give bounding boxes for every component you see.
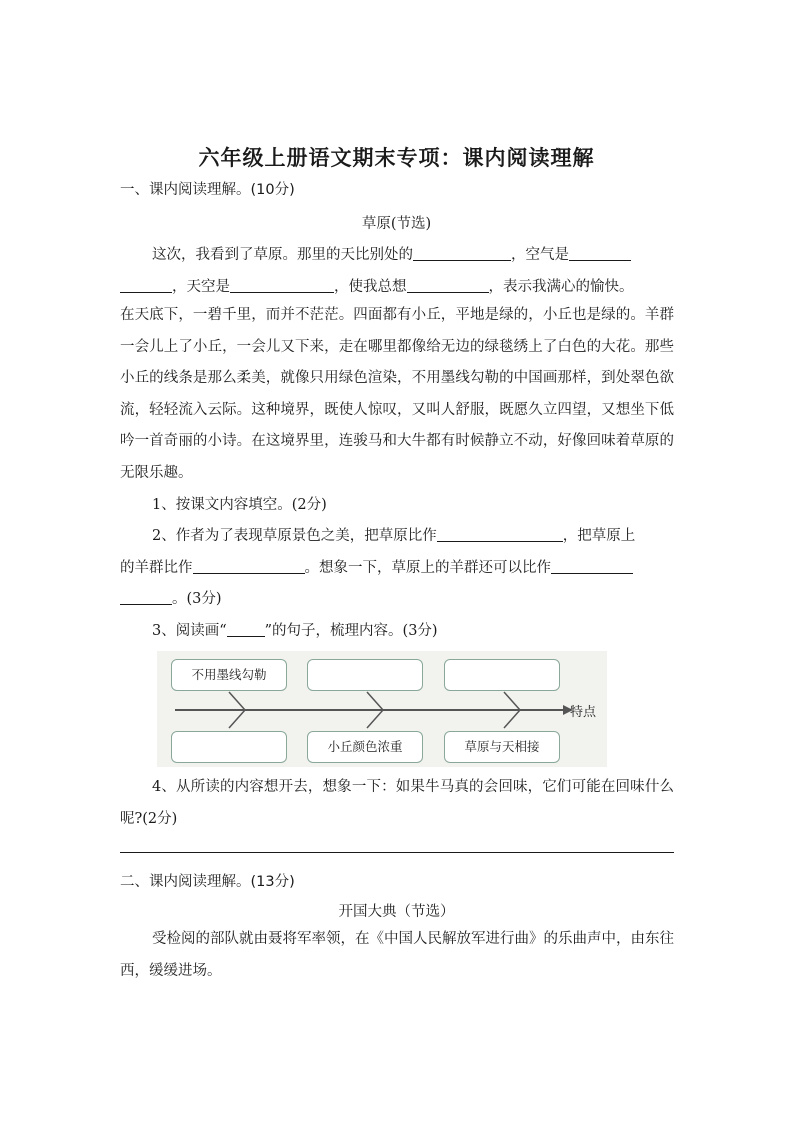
answer-blank[interactable] [120, 276, 172, 293]
question-1: 1、按课文内容填空。(2分) [152, 497, 327, 513]
box-bottom-2: 小丘颜色浓重 [307, 731, 423, 763]
passage-body: 在天底下，一碧千里，而并不茫茫。四面都有小丘，平地是绿的，小丘也是绿的。羊群一会儿上了小丘，一会儿又下来，走在哪里都像给无边的绿毯绣上了白色的大花。那些小丘的线条是那么柔美，就像只用绿色渲染，不用墨线勾勒的中国画那样，到处翠色欲流，轻轻流入云际。这种境界，既使人惊叹，又叫人舒服，既愿久立四望，又想坐下低吟一首奇丽的小诗。在这境界里，连骏马和大牛都有时候静立不动，好像回味着草原的无限乐趣。 [120, 307, 674, 481]
passage-text: ，空气是 [511, 247, 569, 263]
question-text: 2、作者为了表现草原景色之美，把草原比作 [152, 528, 437, 544]
passage-text: ，天空是 [172, 279, 230, 295]
answer-blank[interactable] [437, 525, 563, 542]
answer-blank[interactable] [193, 557, 305, 574]
answer-blank[interactable] [120, 588, 172, 605]
answer-blank[interactable] [413, 244, 511, 261]
passage2-body: 受检阅的部队就由聂将军率领，在《中国人民解放军进行曲》的乐曲声中，由东往西，缓缓进场。 [120, 931, 674, 979]
passage-line-2 [120, 275, 634, 296]
box-top-2-empty[interactable] [307, 659, 423, 691]
question-4: 4、从所读的内容想开去，想象一下：如果牛马真的会回味，它们可能在回味什么呢?(2分) [120, 779, 674, 827]
underline-marker [227, 620, 265, 637]
question-2-line-3 [120, 587, 222, 608]
passage1-title: 草原(节选) [361, 216, 432, 232]
answer-blank[interactable] [551, 557, 633, 574]
passage2-title: 开国大典（节选） [338, 904, 455, 920]
question-text: ”的句子，梳理内容。(3分) [264, 623, 438, 639]
question-2-line-1 [152, 524, 635, 545]
question-3 [152, 619, 438, 640]
question-text: 。(3分) [172, 591, 222, 607]
question-text: ，把草原上 [562, 528, 636, 544]
arrow-label: 特点 [570, 705, 597, 720]
box-top-3-empty[interactable] [444, 659, 560, 691]
passage-text: ，表示我满心的愉快。 [488, 279, 634, 295]
passage-line-1 [152, 243, 631, 264]
answer-line[interactable] [120, 852, 674, 853]
section1-heading: 一、课内阅读理解。(10分) [120, 182, 295, 198]
section2-heading: 二、课内阅读理解。(13分) [120, 874, 295, 890]
question-2-line-2 [120, 556, 633, 577]
box-bottom-1-empty[interactable] [171, 731, 287, 763]
question-text: 3、阅读画“ [152, 623, 227, 639]
passage-text: 这次，我看到了草原。那里的天比别处的 [152, 247, 413, 263]
answer-blank[interactable] [230, 276, 334, 293]
answer-blank[interactable] [569, 244, 631, 261]
box-bottom-3: 草原与天相接 [444, 731, 560, 763]
question-text: 的羊群比作 [120, 560, 193, 576]
question-text: 。想象一下，草原上的羊群还可以比作 [304, 560, 551, 576]
box-top-1: 不用墨线勾勒 [171, 659, 287, 691]
passage-text: ，使我总想 [334, 279, 407, 295]
diagram-spine [175, 709, 567, 711]
fishbone-diagram [157, 651, 607, 767]
page-title: 六年级上册语文期末专项：课内阅读理解 [198, 146, 595, 170]
answer-blank[interactable] [407, 276, 489, 293]
